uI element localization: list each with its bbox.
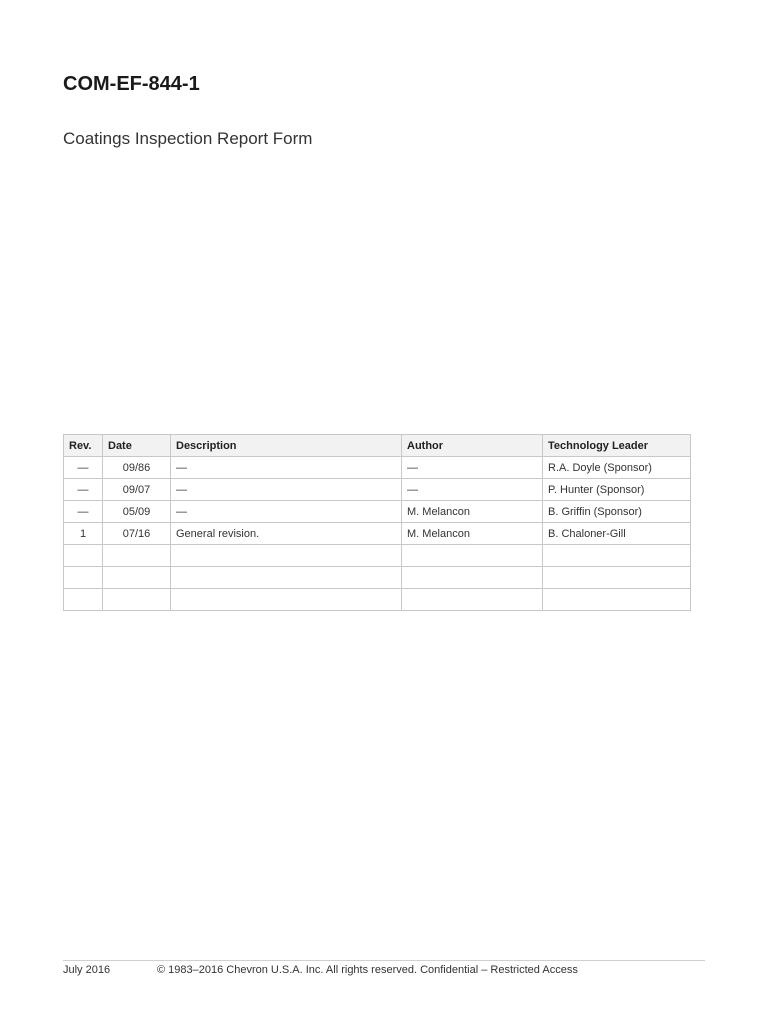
cell-date: 05/09 — [103, 501, 171, 523]
cell-author: — — [402, 457, 543, 479]
cell-date — [103, 589, 171, 611]
table-row — [64, 501, 691, 523]
cell-author — [402, 589, 543, 611]
cell-technology-leader: P. Hunter (Sponsor) — [543, 479, 691, 501]
header-rev: Rev. — [64, 435, 103, 457]
cell-author — [402, 567, 543, 589]
cell-technology-leader: R.A. Doyle (Sponsor) — [543, 457, 691, 479]
cell-date — [103, 545, 171, 567]
cell-description: — — [171, 479, 402, 501]
cell-technology-leader — [543, 545, 691, 567]
cell-author: — — [402, 479, 543, 501]
document-title: Coatings Inspection Report Form — [63, 129, 313, 148]
header-author: Author — [402, 435, 543, 457]
cell-description: General revision. — [171, 523, 402, 545]
cell-author: M. Melancon — [402, 523, 543, 545]
cell-rev — [64, 545, 103, 567]
table-row — [64, 523, 691, 545]
cell-date: 09/07 — [103, 479, 171, 501]
cell-date: 09/86 — [103, 457, 171, 479]
header-technology-leader: Technology Leader — [543, 435, 691, 457]
cell-author: M. Melancon — [402, 501, 543, 523]
cell-technology-leader — [543, 567, 691, 589]
footer-copyright: © 1983–2016 Chevron U.S.A. Inc. All rights reserved. Confidential – Restricted Access — [157, 964, 578, 976]
cell-rev: — — [64, 501, 103, 523]
cell-technology-leader: B. Chaloner-Gill — [543, 523, 691, 545]
table-row — [64, 457, 691, 479]
header-description: Description — [171, 435, 402, 457]
cell-technology-leader — [543, 589, 691, 611]
table-row-empty — [64, 567, 691, 589]
cell-description — [171, 589, 402, 611]
cell-date: 07/16 — [103, 523, 171, 545]
revision-table — [63, 434, 691, 611]
cell-rev: 1 — [64, 523, 103, 545]
cell-description: — — [171, 501, 402, 523]
cell-rev: — — [64, 457, 103, 479]
cell-description — [171, 545, 402, 567]
table-row — [64, 479, 691, 501]
cell-rev: — — [64, 479, 103, 501]
table-row-empty — [64, 589, 691, 611]
footer-date: July 2016 — [63, 964, 111, 976]
cell-description: — — [171, 457, 402, 479]
cell-technology-leader: B. Griffin (Sponsor) — [543, 501, 691, 523]
footer-divider — [63, 960, 705, 961]
cell-author — [402, 545, 543, 567]
cell-date — [103, 567, 171, 589]
cell-rev — [64, 589, 103, 611]
header-date: Date — [103, 435, 171, 457]
cell-description — [171, 567, 402, 589]
table-header-row — [64, 435, 691, 457]
cell-rev — [64, 567, 103, 589]
document-id: COM-EF-844-1 — [63, 73, 200, 95]
table-row-empty — [64, 545, 691, 567]
